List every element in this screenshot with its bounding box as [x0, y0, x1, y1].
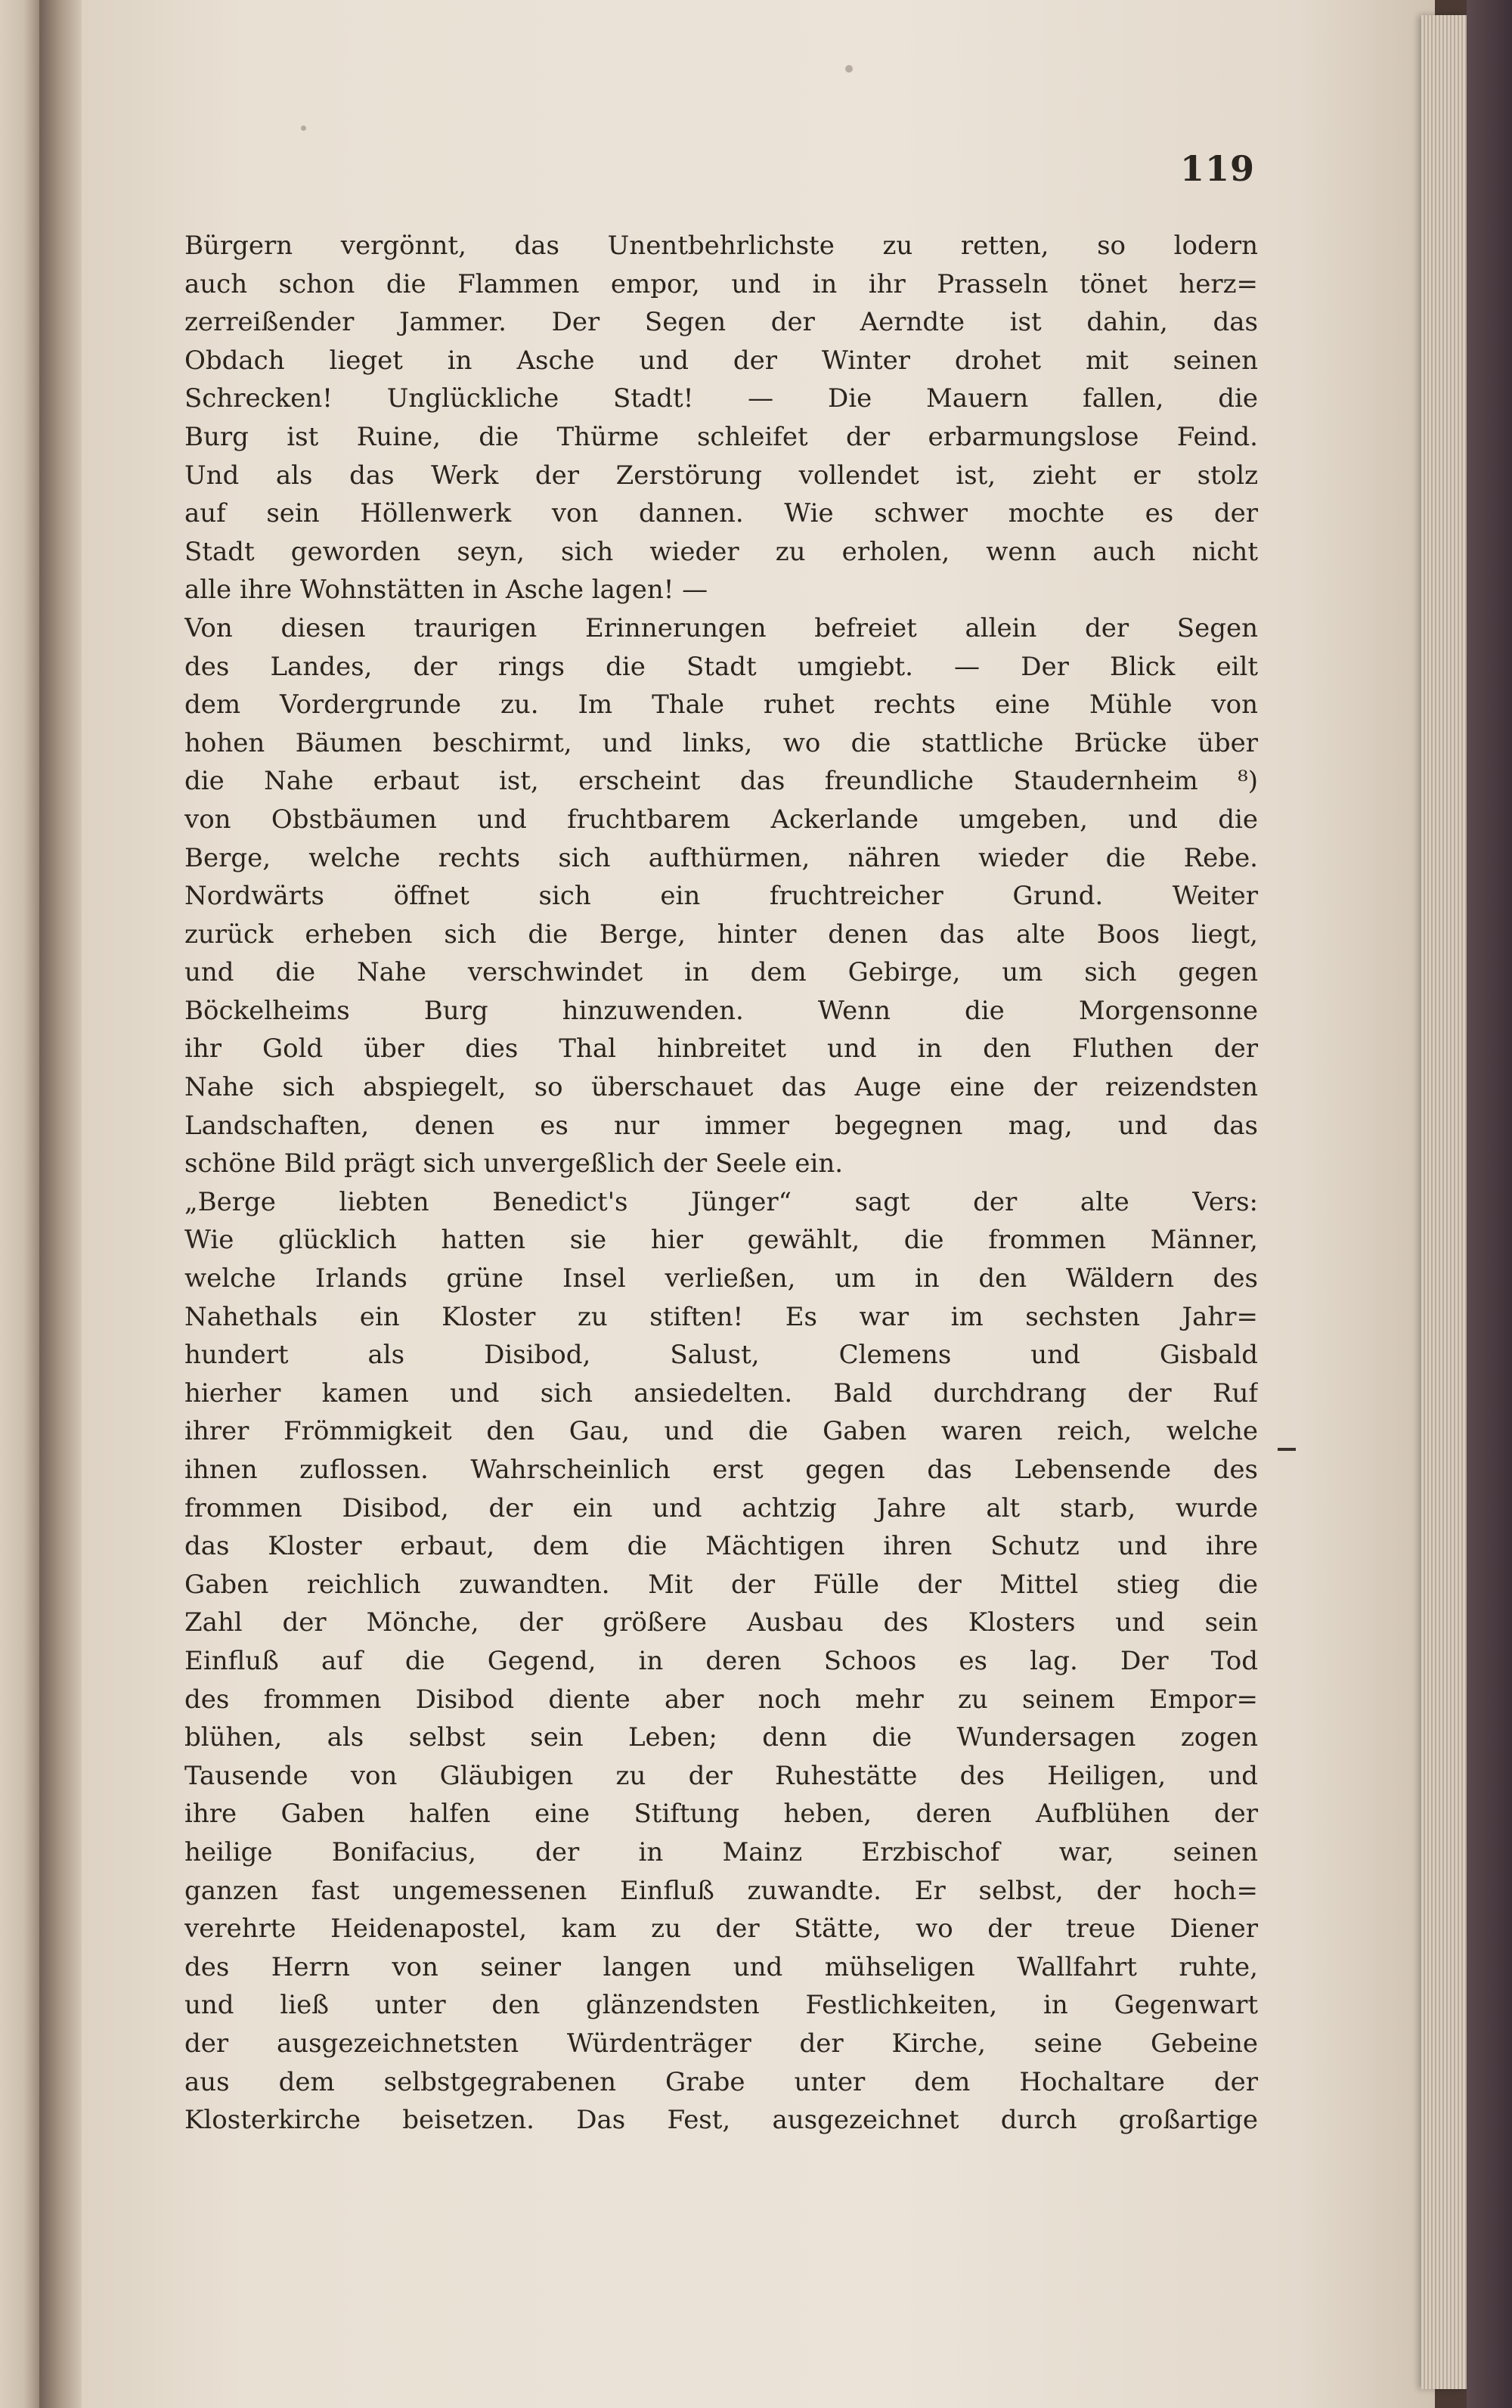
text-line: heilige Bonifacius, der in Mainz Erzbischof war, seinen — [184, 1836, 1258, 1867]
text-line: Burg ist Ruine, die Thürme schleifet der erbarmungslose Feind. — [184, 421, 1258, 452]
text-line: Bürgern vergönnt, das Unentbehrlichste zu retten, so lodern — [184, 231, 1258, 261]
text-line: schöne Bild prägt sich unvergeßlich der Seele ein. — [184, 1148, 844, 1179]
margin-mark — [1278, 1448, 1296, 1451]
text-line: auf sein Höllenwerk von dannen. Wie schwer mochte es der — [184, 498, 1258, 529]
text-line: Nordwärts öffnet sich ein fruchtreicher Grund. Weiter — [184, 881, 1258, 912]
text-line: des Herrn von seiner langen und mühseligen Wallfahrt ruhte, — [184, 1951, 1258, 1982]
text-line: Böckelheims Burg hinzuwenden. Wenn die Morgensonne — [184, 995, 1258, 1026]
text-line: die Nahe erbaut ist, erscheint das freundliche Staudernheim ⁸) — [184, 766, 1258, 797]
text-line: Stadt geworden seyn, sich wieder zu erholen, wenn auch nicht — [184, 536, 1258, 567]
page-stack-edge — [1421, 15, 1467, 2389]
text-line: von Obstbäumen und fruchtbarem Ackerlande umgeben, und die — [184, 804, 1258, 835]
body-text — [184, 227, 1258, 2140]
text-line: das Kloster erbaut, dem die Mächtigen ihren Schutz und ihre — [184, 1531, 1258, 1562]
text-line: Landschaften, denen es nur immer begegnen mag, und das — [184, 1110, 1258, 1141]
text-line: Tausende von Gläubigen zu der Ruhestätte des Heiligen, und — [184, 1760, 1258, 1791]
text-line: Nahe sich abspiegelt, so überschauet das Auge eine der reizendsten — [184, 1072, 1258, 1103]
text-line: zurück erheben sich die Berge, hinter denen das alte Boos liegt, — [184, 919, 1258, 950]
text-line: auch schon die Flammen empor, und in ihr Prasseln tönet herz= — [184, 268, 1258, 299]
text-line: ihrer Frömmigkeit den Gau, und die Gaben waren reich, welche — [184, 1416, 1258, 1447]
text-line: hierher kamen und sich ansiedelten. Bald durchdrang der Ruf — [184, 1378, 1258, 1409]
text-line: Zahl der Mönche, der größere Ausbau des Klosters und sein — [184, 1607, 1258, 1638]
text-line: hundert als Disibod, Salust, Clemens und Gisbald — [184, 1340, 1258, 1371]
text-line: Wie glücklich hatten sie hier gewählt, die frommen Männer, — [184, 1225, 1258, 1256]
text-line: des frommen Disibod diente aber noch mehr zu seinem Empor= — [184, 1684, 1258, 1715]
text-line: Klosterkirche beisetzen. Das Fest, ausgezeichnet durch großartige — [184, 2105, 1258, 2136]
text-line: frommen Disibod, der ein und achtzig Jahre alt starb, wurde — [184, 1492, 1258, 1523]
text-line: blühen, als selbst sein Leben; denn die Wundersagen zogen — [184, 1722, 1258, 1753]
text-line: „Berge liebten Benedict's Jünger“ sagt der alte Vers: — [184, 1186, 1258, 1217]
text-line: ganzen fast ungemessenen Einfluß zuwandte. Er selbst, der hoch= — [184, 1875, 1258, 1906]
text-line: ihnen zuflossen. Wahrscheinlich erst gegen das Lebensende des — [184, 1455, 1258, 1485]
text-line: Nahethals ein Kloster zu stiften! Es war im sechsten Jahr= — [184, 1301, 1258, 1332]
ink-spot — [301, 126, 306, 131]
left-page-edge — [0, 0, 39, 2408]
text-line: aus dem selbstgegrabenen Grabe unter dem Hochaltare der — [184, 2066, 1258, 2097]
text-line: Gaben reichlich zuwandten. Mit der Fülle der Mittel stieg die — [184, 1569, 1258, 1600]
text-line: der ausgezeichnetsten Würdenträger der Kirche, seine Gebeine — [184, 2028, 1258, 2059]
page-number: 119 — [1179, 148, 1255, 189]
text-line: Einfluß auf die Gegend, in deren Schoos es lag. Der Tod — [184, 1645, 1258, 1676]
text-line: ihr Gold über dies Thal hinbreitet und in den Fluthen der — [184, 1034, 1258, 1065]
ink-spot — [845, 65, 853, 73]
text-line: zerreißender Jammer. Der Segen der Aerndte ist dahin, das — [184, 307, 1258, 338]
text-line: Berge, welche rechts sich aufthürmen, nähren wieder die Rebe. — [184, 842, 1258, 873]
text-line: Obdach lieget in Asche und der Winter drohet mit seinen — [184, 345, 1258, 376]
text-line: und ließ unter den glänzendsten Festlichkeiten, in Gegenwart — [184, 1990, 1258, 2021]
text-line: hohen Bäumen beschirmt, und links, wo die stattliche Brücke über — [184, 727, 1258, 758]
text-line: alle ihre Wohnstätten in Asche lagen! — — [184, 575, 708, 606]
book-gutter — [39, 0, 85, 2408]
text-line: welche Irlands grüne Insel verließen, um in den Wäldern des — [184, 1263, 1258, 1294]
text-line: und die Nahe verschwindet in dem Gebirge, um sich gegen — [184, 957, 1258, 988]
text-line: des Landes, der rings die Stadt umgiebt. — Der Blick eilt — [184, 651, 1258, 682]
text-line: Und als das Werk der Zerstörung vollendet ist, zieht er stolz — [184, 460, 1258, 491]
text-line: dem Vordergrunde zu. Im Thale ruhet rechts eine Mühle von — [184, 690, 1258, 721]
text-line: ihre Gaben halfen eine Stiftung heben, deren Aufblühen der — [184, 1799, 1258, 1830]
text-line: Schrecken! Unglückliche Stadt! — Die Mauern fallen, die — [184, 383, 1258, 414]
text-line: Von diesen traurigen Erinnerungen befreiet allein der Segen — [184, 612, 1258, 643]
book-cover-edge — [1467, 0, 1512, 2408]
text-line: verehrte Heidenapostel, kam zu der Stätte, wo der treue Diener — [184, 1914, 1258, 1945]
